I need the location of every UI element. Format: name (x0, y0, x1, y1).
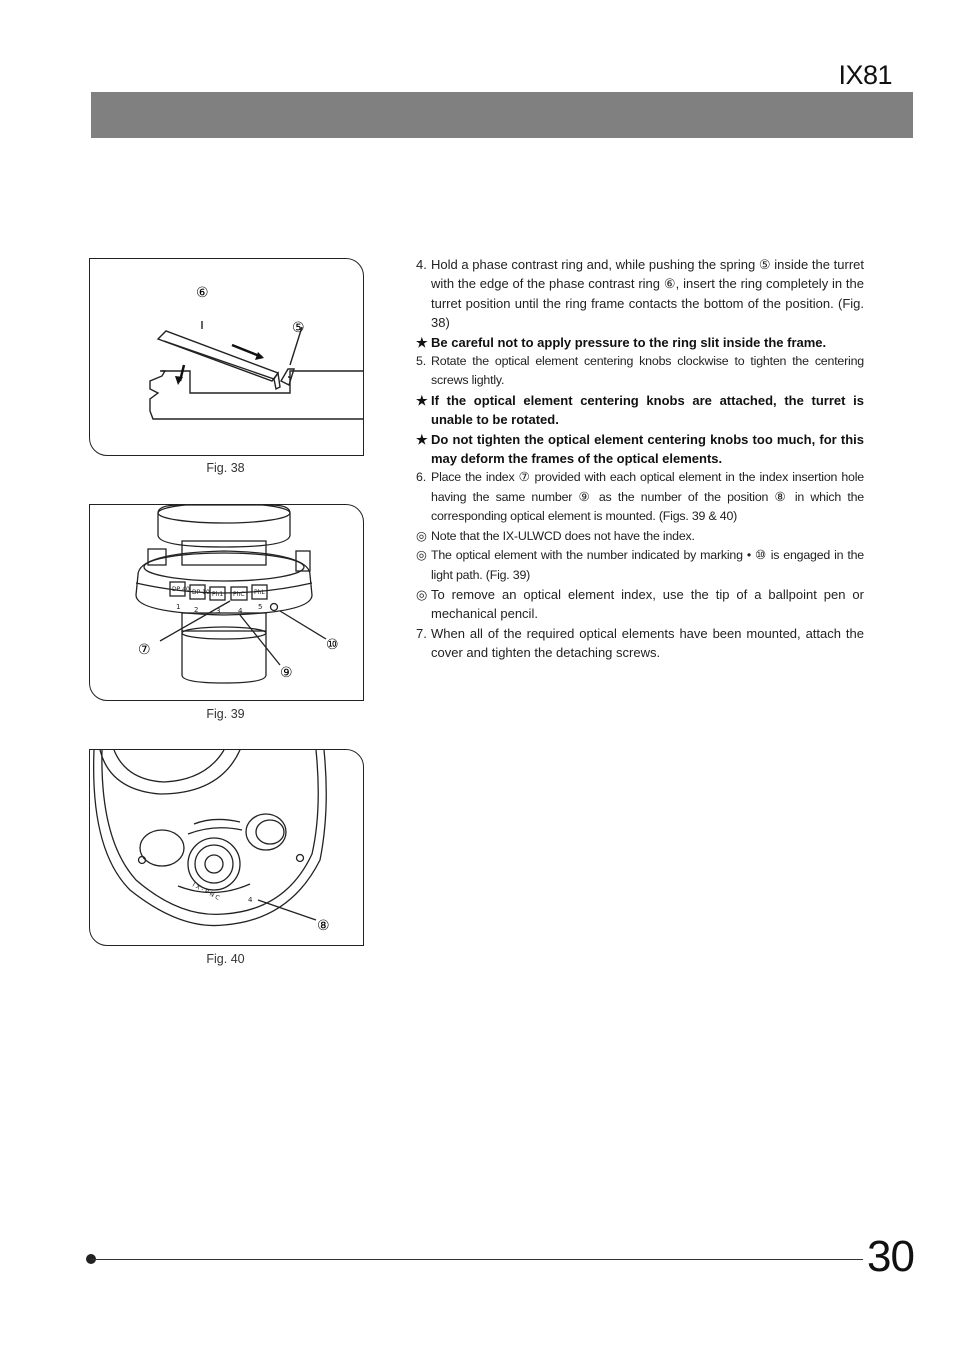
caution-overtighten (416, 430, 864, 469)
fig38-label-6: ⑥ (196, 285, 209, 301)
header-bar (91, 92, 913, 138)
caution-ring-slit (416, 333, 864, 352)
caution-text: Do not tighten the optical element centering knobs too much, for this may deform the frames of the optical elements. (431, 431, 864, 467)
step-marker: 4. (416, 257, 427, 272)
fig39-caption: Fig. 39 (206, 707, 245, 721)
page-number: 30 (867, 1232, 914, 1281)
instruction-step-4 (416, 255, 864, 333)
step-marker: 5. (416, 354, 426, 369)
instruction-step-6 (416, 468, 864, 526)
fig39-marking-dp10: DP 10 (192, 589, 210, 596)
fig38-caption: Fig. 38 (206, 461, 245, 475)
fig39-marking-1: 1 (176, 603, 181, 611)
fig40-label-8: ⑧ (317, 918, 330, 934)
note-text: Note that the IX-ULWCD does not have the index. (431, 528, 695, 543)
model-name: IX81 (838, 60, 892, 90)
note-marker: ◎ (416, 548, 427, 563)
caution-turret-rotation (416, 391, 864, 430)
fig39-label-7: ⑦ (138, 642, 151, 658)
note-marker: ◎ (416, 528, 427, 543)
instruction-step-5 (416, 352, 864, 391)
fig38-illustration (90, 259, 363, 455)
fig39-marking-2: 2 (194, 606, 199, 614)
note-remove-index (416, 585, 864, 624)
note-ulwcd (416, 527, 864, 546)
figure-38 (89, 258, 364, 456)
step-marker: 7. (416, 625, 427, 641)
step-marker: 6. (416, 470, 426, 485)
figure-39 (89, 504, 364, 701)
fig39-marking-4: 4 (238, 607, 243, 615)
fig39-label-10: ⑩ (326, 637, 339, 653)
fig39-marking-3: 3 (216, 607, 221, 615)
instruction-step-7 (416, 624, 864, 663)
step-text: Rotate the optical element centering knobs clockwise to tighten the centering screws lightly. (431, 354, 864, 388)
fig39-illustration (90, 505, 363, 700)
step-text: Place the index ⑦ provided with each optical element in the index insertion hole having the same number ⑨ as the number of the position ⑧ in which the corresponding optical element is mounted. (Figs. 39 & 40) (431, 470, 864, 524)
fig39-marking-phc: PhC (233, 591, 245, 598)
fig40-illustration (90, 750, 363, 945)
fig40-marking-4: 4 (248, 896, 253, 904)
step-text: Hold a phase contrast ring and, while pushing the spring ⑤ inside the turret with the edge of the phase contrast ring ⑥, insert the ring completely in the turret position until the ring frame contacts the bottom of the position. (Fig. 38) (431, 257, 864, 331)
caution-text: If the optical element centering knobs are attached, the turret is unable to be rotated. (431, 392, 864, 428)
fig39-marking-phl: PhL (254, 589, 265, 596)
step-text: When all of the required optical elements have been mounted, attach the cover and tighten the detaching screws. (431, 625, 864, 661)
fig39-marking-dp40: DP 40 (172, 586, 190, 593)
fig39-label-9: ⑨ (280, 665, 293, 681)
note-text: To remove an optical element index, use the tip of a ballpoint pen or mechanical pencil. (431, 586, 864, 622)
note-text: The optical element with the number indicated by marking • ⑩ is engaged in the light path. (Fig. 39) (431, 548, 864, 582)
fig38-label-5: ⑤ (292, 320, 305, 336)
fig39-marking-5: 5 (258, 603, 263, 611)
figure-40 (89, 749, 364, 946)
caution-text: Be careful not to apply pressure to the ring slit inside the frame. (431, 334, 827, 350)
instruction-column (416, 255, 864, 663)
star-marker: ★ (416, 392, 428, 408)
footer-rule (91, 1259, 863, 1260)
note-marker: ◎ (416, 586, 428, 602)
fig40-marking-ixpnc: I X - P N C (191, 881, 221, 902)
note-light-path (416, 546, 864, 585)
star-marker: ★ (416, 334, 428, 350)
star-marker: ★ (416, 431, 428, 447)
fig40-caption: Fig. 40 (206, 952, 245, 966)
fig39-marking-ph1: Ph1 (212, 591, 224, 598)
